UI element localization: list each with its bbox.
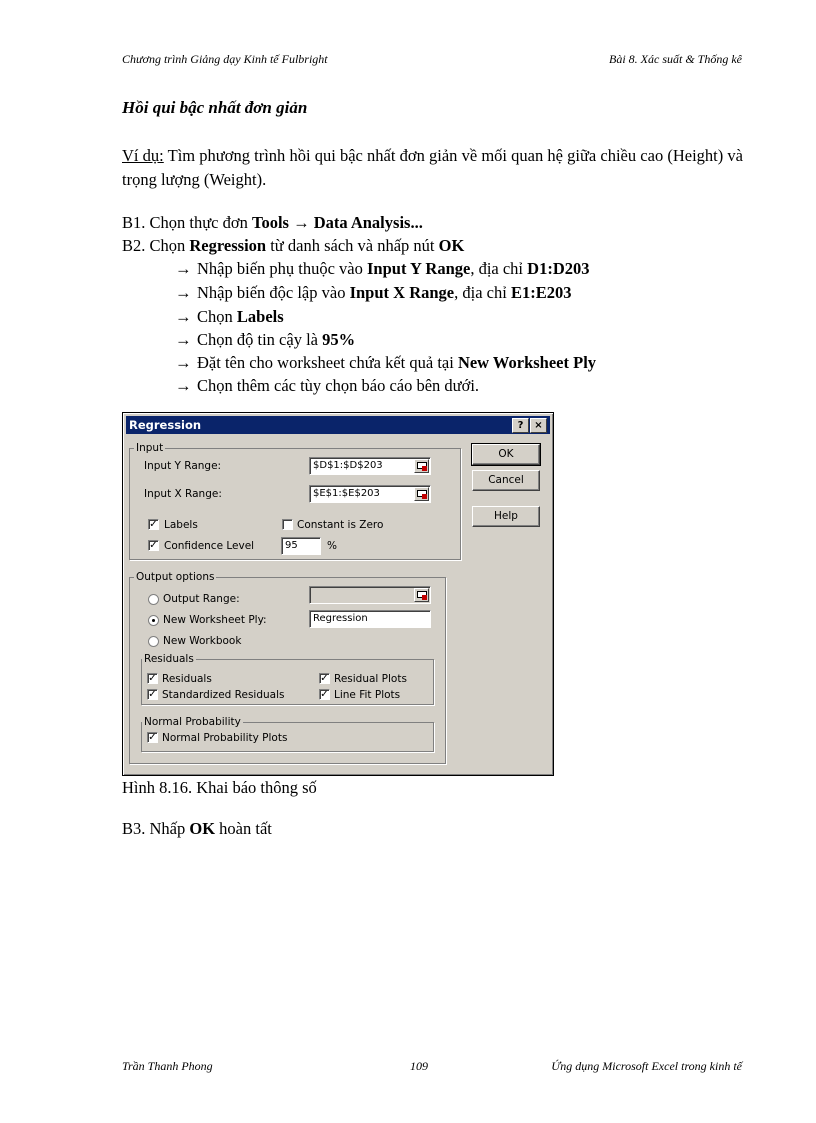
- new-workbook-label: New Workbook: [163, 635, 242, 647]
- new-worksheet-label: New Worksheet Ply:: [163, 614, 267, 626]
- input-x-range-field[interactable]: [309, 485, 431, 503]
- residuals-checkbox[interactable]: ✓: [148, 673, 157, 684]
- step-b2-mid: từ danh sách và nhấp nút: [266, 236, 439, 255]
- dialog-title: Regression: [129, 418, 202, 432]
- header-left: Chương trình Giảng dạy Kinh tế Fulbright: [122, 52, 328, 66]
- step-b2: [122, 235, 464, 257]
- output-range-label: Output Range:: [163, 593, 240, 605]
- input-y-value: $D$1:$D$203: [313, 460, 383, 471]
- sub-step-text: Chọn thêm các tùy chọn báo cáo bên dưới.: [197, 376, 480, 395]
- sub-step-bold: Input X Range: [349, 283, 455, 302]
- labels-checkbox[interactable]: ✓: [149, 519, 158, 530]
- output-options-label: Output options: [136, 571, 215, 583]
- new-worksheet-name-input[interactable]: Regression: [309, 610, 431, 628]
- confidence-label: Confidence Level: [164, 540, 255, 552]
- new-worksheet-radio[interactable]: [148, 615, 159, 626]
- output-range-radio[interactable]: [148, 594, 159, 605]
- input-y-label: Input Y Range:: [144, 460, 222, 472]
- step-b1: [122, 212, 423, 234]
- normal-plots-label: Normal Probability Plots: [162, 732, 288, 744]
- sub-step-text: Chọn độ tin cậy là: [197, 330, 323, 349]
- arrow-icon: →: [175, 259, 192, 278]
- sub-step-text: Chọn: [197, 307, 237, 326]
- arrow-icon: →: [293, 213, 310, 232]
- confidence-checkbox[interactable]: ✓: [149, 540, 158, 551]
- sub-step-text: Đặt tên cho worksheet chứa kết quả tại: [197, 353, 458, 372]
- step-b3-ok: OK: [189, 819, 216, 838]
- std-residuals-checkbox[interactable]: ✓: [148, 689, 157, 700]
- normal-probability-group-label: Normal Probability: [144, 716, 241, 728]
- example-label: Ví dụ:: [122, 146, 164, 165]
- example-paragraph: [122, 144, 743, 192]
- labels-label: Labels: [164, 519, 198, 531]
- sub-step: [175, 329, 355, 351]
- sub-step: [175, 282, 571, 304]
- sub-step-text: , địa chỉ: [470, 259, 528, 278]
- line-fit-plots-checkbox[interactable]: ✓: [320, 689, 329, 700]
- arrow-icon: →: [175, 330, 192, 349]
- line-fit-plots-label: Line Fit Plots: [334, 689, 401, 701]
- cancel-button[interactable]: Cancel: [472, 470, 540, 491]
- arrow-icon: →: [175, 376, 192, 395]
- residual-plots-checkbox[interactable]: ✓: [320, 673, 329, 684]
- collapse-dialog-icon[interactable]: [414, 487, 429, 501]
- collapse-dialog-icon[interactable]: [414, 459, 429, 473]
- sub-step: [175, 258, 589, 280]
- footer-author: Trần Thanh Phong: [122, 1059, 213, 1073]
- collapse-dialog-icon[interactable]: [414, 588, 429, 602]
- confidence-level-input[interactable]: 95: [281, 537, 321, 555]
- residuals-group-label: Residuals: [144, 653, 194, 665]
- sub-step-bold: New Worksheet Ply: [457, 353, 597, 372]
- arrow-icon: →: [175, 307, 192, 326]
- step-b1-data-analysis: Data Analysis...: [313, 213, 423, 232]
- arrow-icon: →: [175, 353, 192, 372]
- help-icon[interactable]: ?: [512, 418, 529, 433]
- sub-step-bold: Input Y Range: [367, 259, 471, 278]
- arrow-icon: →: [175, 283, 192, 302]
- sub-step: [175, 306, 284, 328]
- sub-step-text: Nhập biến phụ thuộc vào: [197, 259, 368, 278]
- constant-zero-checkbox[interactable]: [282, 519, 293, 530]
- sub-step: [175, 352, 596, 374]
- input-group-label: Input: [136, 442, 164, 454]
- sub-step-text: Nhập biến độc lập vào: [197, 283, 350, 302]
- header-right: Bài 8. Xác suất & Thống kê: [609, 52, 742, 66]
- footer-page-number: 109: [410, 1059, 428, 1073]
- sub-step-bold: Labels: [236, 307, 284, 326]
- example-text: Tìm phương trình hồi qui bậc nhất đơn giản về mối quan hệ giữa chiều cao (Height) và trọng lượng (Weight).: [122, 146, 744, 189]
- step-b2-regression: Regression: [189, 236, 267, 255]
- ok-button[interactable]: OK: [472, 444, 540, 465]
- normal-plots-checkbox[interactable]: ✓: [148, 732, 157, 743]
- step-b1-tools: Tools: [251, 213, 289, 232]
- close-icon[interactable]: ×: [530, 418, 547, 433]
- sub-step: [175, 375, 479, 397]
- input-y-range-field[interactable]: [309, 457, 431, 475]
- step-b3-prefix: B3. Nhấp: [122, 819, 190, 838]
- residual-plots-label: Residual Plots: [334, 673, 407, 685]
- step-b3: [122, 818, 272, 840]
- constant-zero-label: Constant is Zero: [297, 519, 384, 531]
- help-button[interactable]: Help: [472, 506, 540, 527]
- residuals-label: Residuals: [162, 673, 212, 685]
- section-title: Hồi qui bậc nhất đơn giản: [122, 98, 308, 117]
- figure-caption: Hình 8.16. Khai báo thông số: [122, 778, 317, 797]
- input-x-value: $E$1:$E$203: [313, 488, 380, 499]
- std-residuals-label: Standardized Residuals: [162, 689, 285, 701]
- sub-step-text: , địa chỉ: [454, 283, 511, 302]
- step-b1-prefix: B1. Chọn thực đơn: [122, 213, 252, 232]
- step-b3-suffix: hoàn tất: [215, 819, 272, 838]
- input-x-label: Input X Range:: [144, 488, 222, 500]
- sub-step-bold: E1:E203: [510, 283, 572, 302]
- footer-book-title: Ứng dụng Microsoft Excel trong kinh tế: [551, 1059, 742, 1073]
- sub-step-bold: D1:D203: [527, 259, 590, 278]
- sub-step-bold: 95%: [322, 330, 356, 349]
- dialog-title-bar[interactable]: [126, 416, 550, 434]
- new-workbook-radio[interactable]: [148, 636, 159, 647]
- step-b2-prefix: B2. Chọn: [122, 236, 190, 255]
- percent-label: %: [327, 540, 337, 552]
- step-b2-ok: OK: [438, 236, 465, 255]
- output-range-field[interactable]: [309, 586, 431, 604]
- regression-dialog: [122, 412, 554, 776]
